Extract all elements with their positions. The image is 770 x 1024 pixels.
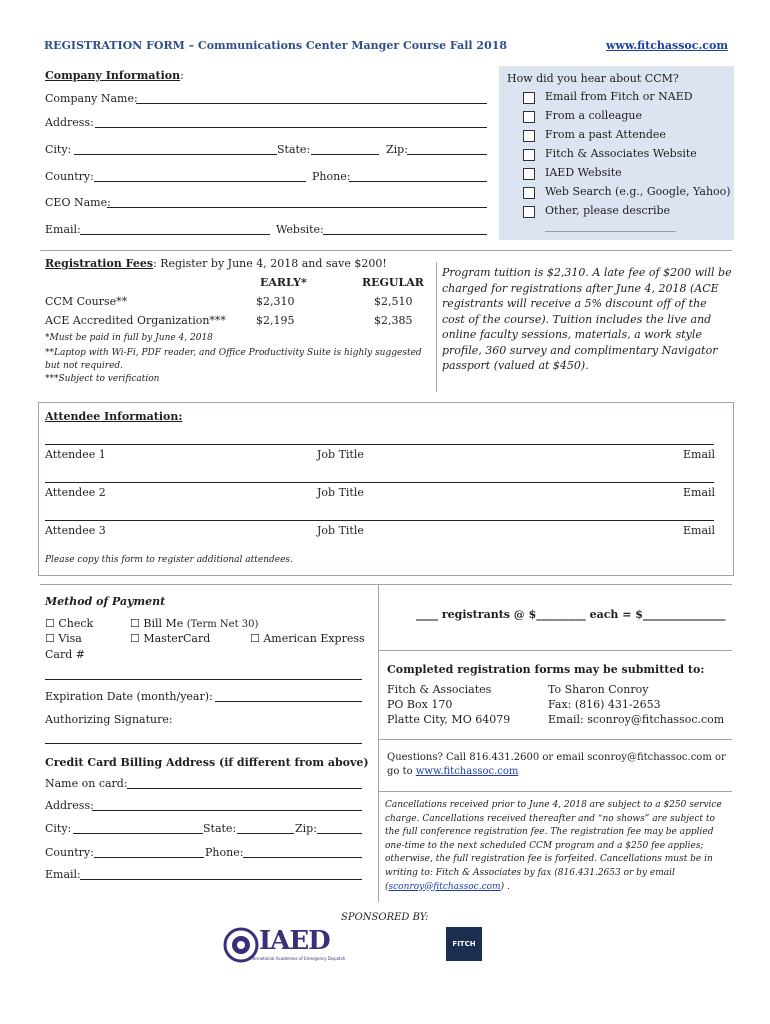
billing-email-field[interactable]: [80, 879, 362, 880]
company-heading: [45, 69, 184, 82]
billing-address-label: Address:: [45, 799, 94, 812]
email-label: Email:: [45, 223, 81, 236]
submit-fax: Fax: (816) 431-2653: [548, 698, 661, 711]
hear-option-colleague: From a colleague: [545, 109, 643, 122]
billing-address-field[interactable]: [92, 810, 362, 811]
ceo-name-field[interactable]: [107, 207, 487, 208]
fee-note-laptop: **Laptop with Wi-Fi, PDF reader, and Office Productivity Suite is highly suggested but not required.: [45, 348, 422, 371]
company-name-field[interactable]: [136, 103, 487, 104]
questions-text: [387, 751, 727, 779]
zip-field[interactable]: [407, 154, 487, 155]
payment-visa-option[interactable]: ☐ Visa: [45, 632, 82, 645]
cancellation-text: Cancellations received prior to June 4, 2018 are subject to a $250 service charge. Cancellations received thereafter and “no shows” are subject to the full conference registration fee. The registration fee may be applied one-time to the next scheduled CCM program and a $250 fee applies; otherwise, the full registration fee is forfeited. Cancellations must be in writing to: Fitch & Associates by fax (816.431.2653 or by email (: [385, 800, 722, 892]
early-column-header: EARLY*: [260, 276, 307, 289]
address-label: Address:: [45, 116, 94, 129]
country-label: Country:: [45, 170, 94, 183]
billing-address-heading: Credit Card Billing Address (if different from above): [45, 756, 369, 769]
payment-bill-me-label: ☐ Bill Me: [130, 617, 184, 630]
hear-checkbox-fitch-website[interactable]: [523, 149, 535, 161]
hear-option-fitch-website: Fitch & Associates Website: [545, 147, 697, 160]
hear-option-other: Other, please describe: [545, 204, 671, 217]
attendee-job-label: Job Title: [317, 524, 364, 537]
hear-checkbox-iaed-website[interactable]: [523, 168, 535, 180]
fee-row-early: $2,310: [256, 295, 295, 308]
payment-vertical-divider: [378, 584, 379, 902]
card-number-label: Card #: [45, 648, 85, 661]
city-label: City:: [45, 143, 72, 156]
hear-checkbox-web-search[interactable]: [523, 187, 535, 199]
attendee-input-line[interactable]: [45, 444, 714, 445]
attendee-job-label: Job Title: [317, 448, 364, 461]
state-label: State:: [277, 143, 311, 156]
submit-email: Email: sconroy@fitchassoc.com: [548, 713, 725, 726]
payment-heading: Method of Payment: [45, 595, 166, 608]
hear-option-past-attendee: From a past Attendee: [545, 128, 666, 141]
questions-website-link[interactable]: www.fitchassoc.com: [415, 766, 519, 777]
summary-divider: [378, 650, 732, 651]
attendee-input-line[interactable]: [45, 520, 714, 521]
attendee-email-label: Email: [683, 486, 716, 499]
attendee-job-label: Job Title: [317, 486, 364, 499]
zip-label: Zip:: [386, 143, 408, 156]
name-on-card-field[interactable]: [127, 788, 362, 789]
website-label: Website:: [276, 223, 324, 236]
fee-row-regular: $2,385: [374, 314, 413, 327]
company-heading-colon: :: [180, 69, 184, 82]
fees-heading: [45, 257, 387, 270]
website-field[interactable]: [323, 234, 487, 235]
signature-label: Authorizing Signature:: [45, 713, 173, 726]
address-field[interactable]: [95, 127, 487, 128]
sponsored-by-label: SPONSORED BY:: [341, 912, 429, 923]
attendee-input-line[interactable]: [45, 482, 714, 483]
iaed-logo-subtitle: International Academies of Emergency Dispatch: [249, 956, 346, 961]
cancellation-email-link[interactable]: sconroy@fitchassoc.com: [388, 881, 501, 892]
fee-row-regular: $2,510: [374, 295, 413, 308]
tuition-description: Program tuition is $2,310. A late fee of $200 will be charged for registrations after June 4, 2018 (ACE registrants will receive a 5% discount off of the cost of the course). Tuition includes the live and online faculty sessions, materials, a work style profile, 360 survey and complimentary Navigator passport (valued at $450).: [442, 266, 732, 372]
payment-bill-me-option[interactable]: [130, 617, 258, 630]
payment-amex-option[interactable]: ☐ American Express: [250, 632, 365, 645]
registrants-total-line[interactable]: ____ registrants @ $_________ each = $_______________: [416, 608, 726, 621]
fee-row-early: $2,195: [256, 314, 295, 327]
billing-zip-field[interactable]: [317, 833, 362, 834]
hear-checkbox-colleague[interactable]: [523, 111, 535, 123]
attendee-name-label: Attendee 1: [45, 448, 106, 461]
iaed-logo: [223, 926, 363, 966]
form-title: REGISTRATION FORM – Communications Center Manger Course Fall 2018: [44, 39, 508, 52]
submit-heading: Completed registration forms may be submitted to:: [387, 663, 705, 676]
billing-country-label: Country:: [45, 846, 94, 859]
fees-heading-text: Registration Fees: [45, 257, 154, 270]
hear-option-iaed-website: IAED Website: [545, 166, 622, 179]
fitch-logo: FITCH: [446, 927, 482, 961]
payment-top-divider: [40, 584, 732, 585]
hear-other-describe-line[interactable]: _____________________________: [545, 222, 676, 232]
fee-note-verification: ***Subject to verification: [45, 374, 160, 384]
billing-email-label: Email:: [45, 868, 81, 881]
header-website-link[interactable]: www.fitchassoc.com: [606, 39, 728, 52]
billing-country-field[interactable]: [94, 857, 204, 858]
fee-row-name: ACE Accredited Organization***: [45, 314, 226, 327]
country-field[interactable]: [94, 181, 306, 182]
billing-phone-label: Phone:: [205, 846, 244, 859]
attendee-heading: Attendee Information:: [45, 410, 183, 423]
billing-state-label: State:: [203, 822, 237, 835]
email-field[interactable]: [80, 234, 270, 235]
attendee-name-label: Attendee 3: [45, 524, 106, 537]
billing-city-field[interactable]: [73, 833, 203, 834]
card-number-field[interactable]: [45, 679, 362, 680]
regular-column-header: REGULAR: [362, 276, 424, 289]
hear-question: How did you hear about CCM?: [507, 72, 679, 85]
billing-phone-field[interactable]: [243, 857, 362, 858]
expiration-field[interactable]: [215, 701, 362, 702]
fees-intro: : Register by June 4, 2018 and save $200!: [153, 257, 387, 270]
cancellation-end: ) .: [500, 881, 510, 892]
iaed-logo-text: IAED: [259, 926, 330, 956]
expiration-label: Expiration Date (month/year):: [45, 690, 213, 703]
billing-city-label: City:: [45, 822, 72, 835]
attendee-name-label: Attendee 2: [45, 486, 106, 499]
attendee-email-label: Email: [683, 524, 716, 537]
billing-state-field[interactable]: [237, 833, 294, 834]
attendee-copy-note: Please copy this form to register additional attendees.: [45, 555, 293, 565]
name-on-card-label: Name on card:: [45, 777, 128, 790]
fees-vertical-divider: [436, 262, 437, 392]
section-divider: [40, 250, 732, 251]
phone-field[interactable]: [349, 181, 487, 182]
hear-option-email: Email from Fitch or NAED: [545, 90, 693, 103]
fee-row-name: CCM Course**: [45, 295, 128, 308]
payment-mastercard-option[interactable]: ☐ MasterCard: [130, 632, 211, 645]
summary-divider: [378, 739, 732, 740]
fee-note-paid: *Must be paid in full by June 4, 2018: [45, 333, 213, 343]
billing-zip-label: Zip:: [295, 822, 317, 835]
phone-label: Phone:: [312, 170, 351, 183]
summary-divider: [378, 791, 732, 792]
cancellation-policy: [385, 799, 730, 894]
hear-checkbox-email[interactable]: [523, 92, 535, 104]
questions-prefix: Questions? Call 816.431.2600 or email sconroy@fitchassoc.com or go to: [387, 752, 726, 777]
hear-checkbox-past-attendee[interactable]: [523, 130, 535, 142]
submit-address-line3: Platte City, MO 64079: [387, 713, 511, 726]
signature-field[interactable]: [45, 743, 362, 744]
payment-bill-me-note: (Term Net 30): [186, 619, 259, 630]
ceo-name-label: CEO Name:: [45, 196, 111, 209]
hear-checkbox-other[interactable]: [523, 206, 535, 218]
payment-check-option[interactable]: ☐ Check: [45, 617, 94, 630]
company-name-label: Company Name:: [45, 92, 138, 105]
submit-to-name: To Sharon Conroy: [548, 683, 649, 696]
hear-option-web-search: Web Search (e.g., Google, Yahoo): [545, 185, 731, 198]
submit-address-line1: Fitch & Associates: [387, 683, 492, 696]
submit-address-line2: PO Box 170: [387, 698, 453, 711]
city-field[interactable]: [74, 154, 277, 155]
company-heading-text: Company Information: [45, 69, 181, 82]
state-field[interactable]: [311, 154, 379, 155]
attendee-section-box: [38, 402, 734, 576]
attendee-email-label: Email: [683, 448, 716, 461]
